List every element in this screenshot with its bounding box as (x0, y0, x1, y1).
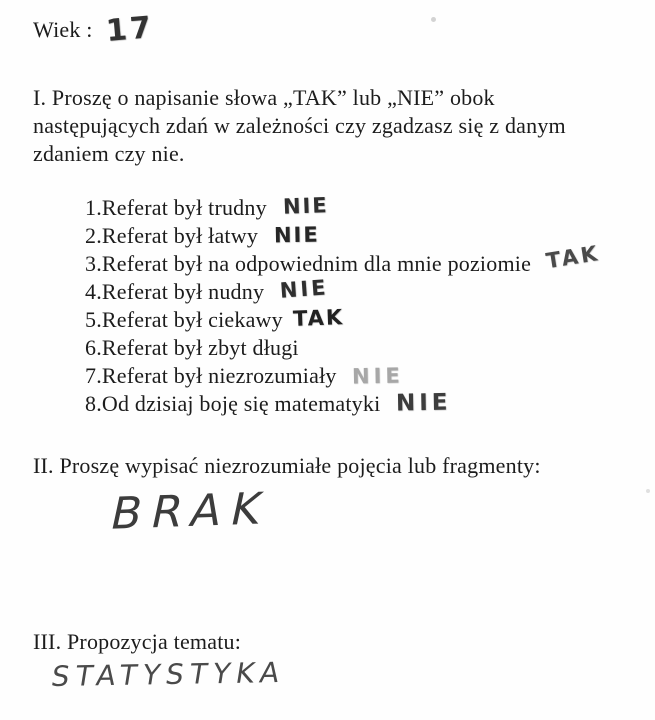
section-ii-answer-handwritten: BRAK (105, 483, 277, 540)
question-item-7 (85, 362, 645, 390)
question-item-8 (85, 390, 645, 418)
section-iii-heading: III. Propozycja tematu: (33, 629, 242, 654)
answer-handwritten: NIE (282, 193, 329, 219)
answer-handwritten: NIE (273, 222, 320, 248)
age-line (33, 9, 156, 50)
question-text: 2.Referat był łatwy (85, 223, 259, 248)
question-text: 8.Od dzisiaj boję się matematyki (85, 391, 381, 416)
question-text: 6.Referat był zbyt długi (85, 335, 299, 360)
section-i-heading: I. Proszę o napisanie słowa „TAK” lub „NIE” obok następujących zdań w zależności czy zgadzasz się z danym zdaniem czy nie. (33, 85, 566, 166)
answer-handwritten: TAK (292, 305, 345, 331)
answer-handwritten: NIE (278, 275, 330, 303)
question-list (85, 194, 645, 418)
question-text: 4.Referat był nudny (85, 279, 265, 304)
section-iii-answer-handwritten: STATYSTYKA (49, 655, 288, 694)
question-text: 1.Referat był trudny (85, 195, 267, 220)
question-text: 5.Referat był ciekawy (85, 307, 283, 332)
question-item-6 (85, 334, 645, 362)
question-text: 7.Referat był niezrozumiały (85, 363, 337, 388)
age-label: Wiek : (33, 17, 93, 42)
age-value-handwritten: 17 (104, 9, 156, 50)
answer-handwritten: NIE (352, 363, 405, 389)
question-item-3 (85, 240, 645, 278)
answer-handwritten: NIE (395, 389, 452, 417)
scan-speck (431, 17, 436, 22)
question-item-4 (85, 275, 645, 306)
question-item-5 (85, 306, 645, 334)
scan-speck (646, 489, 650, 493)
question-item-1 (85, 194, 645, 222)
question-text: 3.Referat był na odpowiednim dla mnie poziomie (85, 251, 532, 276)
answer-handwritten: TAK (544, 240, 602, 274)
section-ii-heading: II. Proszę wypisać niezrozumiałe pojęcia lub fragmenty: (33, 453, 541, 478)
